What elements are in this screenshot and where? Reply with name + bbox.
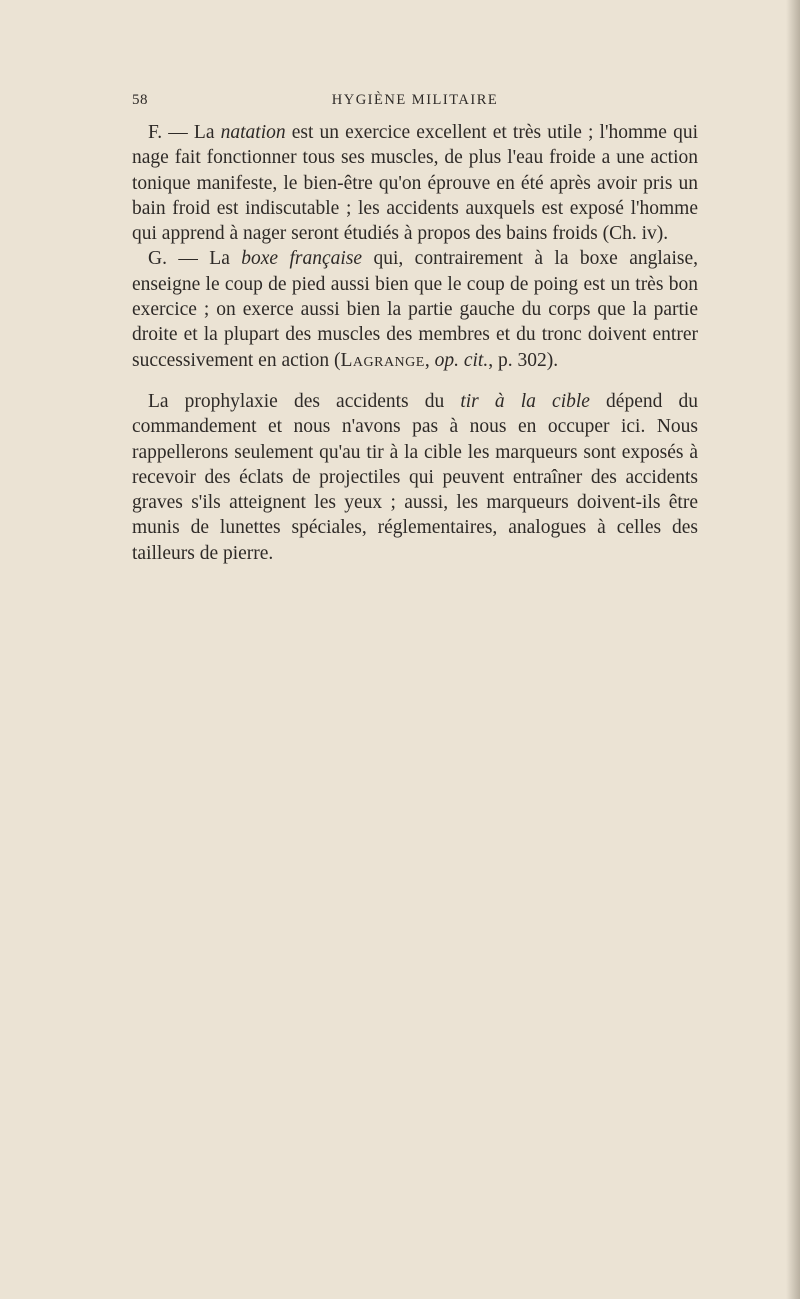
paragraph-lead: La prophylaxie des accidents du [148,390,461,412]
body-text [132,120,698,566]
citation-separator: , [424,349,435,371]
paragraph-boxe [132,246,698,372]
page-header [132,92,698,116]
citation-author: Lagrange [340,349,425,371]
citation-page: , p. 302). [488,349,559,371]
running-head: HYGIÈNE MILITAIRE [331,92,499,108]
page-edge-shadow [786,0,800,1299]
paragraph-text: est un exercice excellent et très utile ; l'homme qui nage fait fonctionner tous ses muscles, de plus l'eau froide a une action tonique manifeste, le bien-être qu'on éprouve en été après avoir pris un bain froid est indiscutable ; les accidents auxquels est exposé l'homme qui apprend à nager seront étudiés à propos des bains froids (Ch. iv). [132,122,698,245]
term-natation: natation [220,122,286,143]
paragraph-lead: F. — La [148,122,221,143]
term-tir-a-la-cible: tir à la cible [460,390,590,412]
citation-op-cit: op. cit. [434,349,489,371]
term-boxe-francaise: boxe française [241,248,363,270]
page-number: 58 [132,92,148,108]
paragraph-lead: G. — La [148,248,242,270]
paragraph-text: dépend du commandement et nous n'avons pas à nous en occuper ici. Nous rappellerons seulement qu'au tir à la cible les marqueurs sont exposés à recevoir des éclats de projectiles qui peuvent entraîner des accidents graves s'ils atteignent les yeux ; aussi, les marqueurs doivent-ils être munis de lunettes spéciales, réglementaires, analogues à celles des tailleurs de pierre. [132,390,698,564]
paragraph-tir [132,389,698,566]
paragraph-text: qui, contrairement à la boxe anglaise, enseigne le coup de pied aussi bien que le coup de poing est un très bon exercice ; on exerce aussi bien la partie gauche du corps que la partie droite et la plupart des muscles des membres et du tronc doivent entrer successivement en action ( [132,248,698,371]
paragraph-natation [132,120,698,246]
